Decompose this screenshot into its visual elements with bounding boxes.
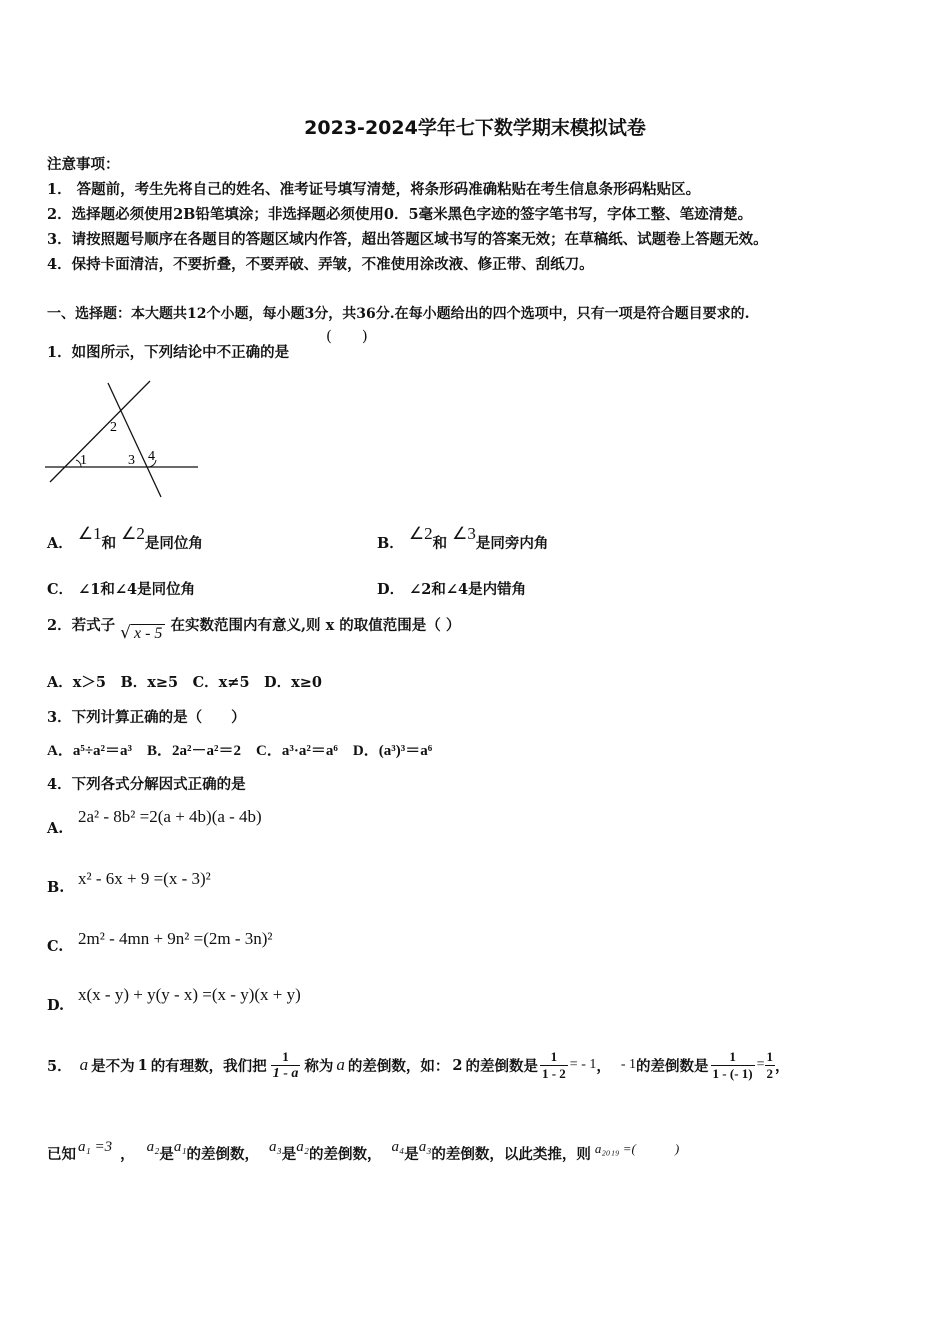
- q3-options[interactable]: A．a⁵÷a²＝a³ B．2a²－a²＝2 C．a³·a²＝a⁶ D．(a³)³＝a⁶: [47, 743, 433, 759]
- option-text: ∠2和∠4是内错角: [409, 581, 527, 598]
- q5-number: 5．: [47, 1057, 72, 1075]
- text: 是: [281, 1146, 297, 1163]
- var-a3: a₃: [269, 1139, 282, 1155]
- figure-line-diagonal-2: [108, 383, 161, 497]
- q1-paren: ( ): [326, 327, 368, 345]
- q4-option-a-letter[interactable]: A.: [47, 820, 64, 837]
- text: ，: [596, 1057, 611, 1075]
- q1-option-a[interactable]: [47, 524, 203, 553]
- q4-option-c-expr: 2m² - 4mn + 9n² =(2m - 3n)²: [78, 929, 273, 948]
- text: 2: [452, 1056, 463, 1074]
- text: 称为: [304, 1057, 334, 1075]
- option-letter: D．: [377, 581, 405, 598]
- example-fraction-1: $\frac{1}{1 - 2}$: [541, 1048, 566, 1081]
- option-letter: A．: [47, 535, 73, 552]
- angle-1: ∠1: [77, 524, 102, 543]
- text: ，: [120, 1146, 135, 1163]
- option-tail: 是同旁内角: [475, 535, 549, 552]
- text: 是: [159, 1146, 174, 1163]
- page-title: 2023-2024学年七下数学期末模拟试卷: [304, 117, 646, 139]
- q2-pre: 2．若式子: [47, 617, 116, 634]
- q5-line-2: [47, 1139, 680, 1164]
- var-a: a: [336, 1055, 345, 1074]
- angle-2: ∠2: [121, 524, 145, 543]
- notice-item-1: 1． 答题前，考生先将自己的姓名、准考证号填写清楚，将条形码准确粘贴在考生信息条形码粘贴区。: [47, 181, 701, 198]
- q1-stem: 1．如图所示，下列结论中不正确的是: [47, 344, 290, 361]
- section-heading: 一、选择题：本大题共12个小题，每小题3分，共36分.在每小题给出的四个选项中，只有一项是符合题目要求的.: [47, 306, 750, 322]
- q4-option-c-letter[interactable]: C.: [47, 938, 64, 955]
- option-letter: C．: [47, 581, 74, 598]
- text: 是不为: [91, 1057, 135, 1075]
- figure-label-3: 3: [128, 453, 135, 468]
- option-text: ∠1和∠4是同位角: [78, 581, 196, 598]
- text: 的差倒数，: [186, 1146, 260, 1163]
- q4-option-b-expr: x² - 6x + 9 =(x - 3)²: [78, 869, 211, 888]
- text: 的差倒数是: [636, 1057, 709, 1075]
- q3-stem: 3．下列计算正确的是（ ）: [47, 709, 246, 726]
- var-a3: a₃: [418, 1139, 432, 1155]
- q2-sqrt-expression: √ x - 5: [120, 623, 165, 643]
- q1-option-c[interactable]: [47, 578, 195, 599]
- example-fraction-2: $\frac{1}{1 - (- 1)}$: [712, 1048, 753, 1081]
- q2-options[interactable]: A．x＞5 B．x≥5 C．x≠5 D．x≥0: [47, 674, 323, 691]
- neg-one: - 1: [620, 1057, 637, 1072]
- example-value-2: $\frac{1}{2}$: [766, 1048, 774, 1081]
- text: 的差倒数，: [308, 1146, 382, 1163]
- figure-label-1: 1: [80, 453, 87, 468]
- option-connector: 和: [432, 535, 448, 552]
- var-a: a: [79, 1055, 89, 1074]
- q1-option-d[interactable]: [377, 578, 526, 599]
- angle-3: ∠3: [452, 524, 476, 543]
- q4-option-d-expr: x(x - y) + y(y - x) =(x - y)(x + y): [78, 985, 301, 1004]
- figure-label-4: 4: [148, 449, 155, 464]
- text: 的差倒数，如：: [347, 1057, 450, 1075]
- q4-option-a-expr: 2a² - 8b² =2(a + 4b)(a - 4b): [78, 807, 262, 826]
- option-tail: 是同位角: [144, 535, 203, 552]
- diff-reciprocal-fraction: $\frac{1}{1 - a}$: [272, 1048, 299, 1081]
- a2019-blank[interactable]: a₂₀₁₉ =( ): [594, 1141, 680, 1156]
- q2-radicand: x - 5: [131, 624, 165, 643]
- option-letter: B．: [377, 535, 404, 552]
- q4-option-b-letter[interactable]: B.: [47, 879, 65, 896]
- text: 已知: [47, 1146, 76, 1163]
- q2-post: 在实数范围内有意义,则 x 的取值范围是（ ）: [170, 617, 461, 634]
- var-a2: a₂: [296, 1139, 309, 1155]
- equals: =: [756, 1057, 765, 1072]
- notice-item-4: 4．保持卡面清洁，不要折叠，不要弄破、弄皱，不准使用涂改液、修正带、刮纸刀。: [47, 256, 594, 273]
- q2-stem: [47, 614, 461, 643]
- notice-heading: 注意事项：: [47, 156, 120, 173]
- text: 的差倒数是: [465, 1057, 538, 1075]
- q1-angle-figure: [40, 375, 210, 500]
- q5-line-1: [47, 1044, 790, 1086]
- figure-label-2: 2: [110, 420, 117, 435]
- q4-option-d-letter[interactable]: D.: [47, 997, 65, 1014]
- var-a1: a₁: [173, 1139, 187, 1155]
- a1-value: a₁ =3: [78, 1139, 113, 1155]
- text: 是: [404, 1146, 419, 1163]
- q4-stem: 4．下列各式分解因式正确的是: [47, 776, 246, 793]
- example-value-1: = - 1: [569, 1057, 597, 1072]
- angle-2: ∠2: [408, 524, 433, 543]
- text: 1: [137, 1056, 148, 1074]
- option-connector: 和: [101, 535, 117, 552]
- var-a4: a₄: [391, 1139, 405, 1155]
- text: 的有理数，我们把: [150, 1057, 267, 1075]
- notice-item-3: 3．请按照题号顺序在各题目的答题区域内作答，超出答题区域书写的答案无效；在草稿纸、试题卷上答题无效。: [47, 231, 768, 248]
- notice-item-2: 2．选择题必须使用2B铅笔填涂；非选择题必须使用0．5毫米黑色字迹的签字笔书写，字体工整、笔迹清楚。: [47, 206, 753, 223]
- var-a2: a₂: [146, 1139, 160, 1155]
- text: ，: [775, 1057, 790, 1075]
- text: 的差倒数，以此类推，则: [431, 1146, 591, 1163]
- q1-option-b[interactable]: [377, 524, 549, 553]
